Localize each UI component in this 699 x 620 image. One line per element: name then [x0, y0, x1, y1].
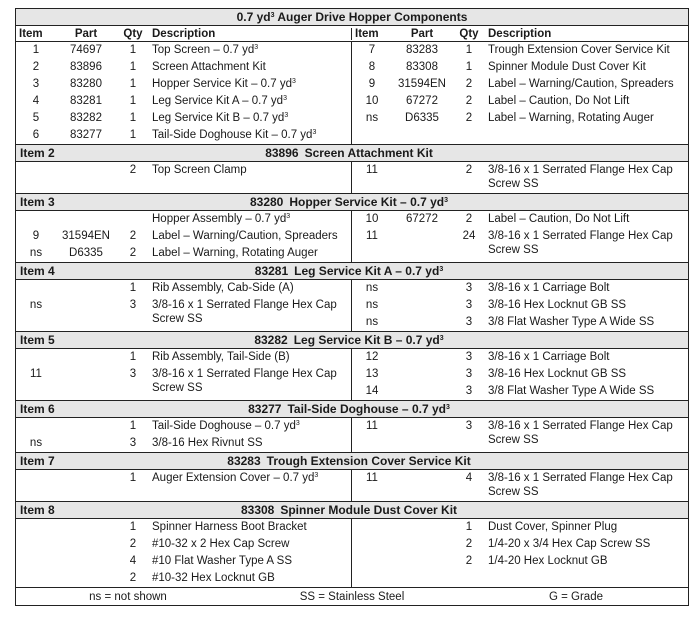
table-row — [16, 519, 351, 536]
cell-description: #10-32 Hex Locknut GB — [152, 572, 275, 584]
section-kit-name: Hopper Service Kit – 0.7 $yd^3$ — [289, 195, 448, 209]
cell-item: ns — [365, 299, 379, 311]
section-part-number: 83280 — [249, 195, 284, 209]
cell-part — [56, 571, 116, 585]
cell-item: 10 — [365, 213, 379, 225]
main-right-column — [352, 42, 688, 144]
cell-part: D6335 — [405, 112, 439, 124]
table-row — [16, 366, 351, 397]
cell-description: Top Screen Clamp — [152, 164, 247, 176]
cell-qty: 3 — [465, 385, 473, 397]
main-components — [16, 42, 688, 145]
cell-part: 83281 — [70, 95, 102, 107]
cell-qty: 2 — [465, 95, 473, 107]
cell-qty: 1 — [465, 61, 473, 73]
cell-part — [56, 436, 116, 450]
cell-part — [392, 163, 452, 191]
legend-ss: SS = Stainless Steel — [299, 590, 405, 603]
cell-part: 83283 — [406, 44, 438, 56]
table-row — [352, 519, 688, 536]
cell-part — [56, 298, 116, 326]
cell-qty: 3 — [129, 299, 137, 311]
cell-description: 3/8-16 x 1 Serrated Flange Hex Cap Screw SS — [488, 230, 673, 256]
cell-part — [392, 471, 452, 499]
cell-item: ns — [365, 282, 379, 294]
section-title — [130, 195, 688, 209]
cell-description: Dust Cover, Spinner Plug — [488, 521, 618, 533]
cell-qty: 2 — [465, 555, 473, 567]
section-title — [130, 333, 688, 347]
section-title — [130, 454, 688, 468]
main-left-column — [16, 42, 352, 144]
cell-item: ns — [365, 112, 379, 124]
section-title — [130, 264, 688, 278]
table-row — [352, 383, 688, 400]
table-row — [352, 162, 688, 193]
cell-item: 11 — [30, 368, 42, 380]
table-row — [16, 418, 351, 435]
table-row — [16, 280, 351, 297]
cell-description: Hopper Assembly – 0.7 $yd^3$ — [152, 213, 291, 225]
table-row — [16, 59, 351, 76]
table-row — [352, 418, 688, 449]
cell-item — [16, 350, 56, 364]
table-row — [16, 228, 351, 245]
cell-qty: 2 — [465, 78, 473, 90]
cell-description: Label – Caution, Do Not Lift — [488, 213, 630, 225]
section-kit-name: Trough Extension Cover Service Kit — [266, 454, 471, 468]
column-header-row — [16, 26, 688, 42]
cell-qty: 1 — [129, 44, 137, 56]
cell-description: 1/4-20 Hex Locknut GB — [488, 555, 608, 567]
cell-qty: 3 — [465, 282, 473, 294]
cell-qty: 1 — [129, 78, 137, 90]
table-row — [352, 280, 688, 297]
section-item-code: Item 6 — [20, 402, 55, 416]
cell-item — [16, 554, 56, 568]
cell-part: 83896 — [70, 61, 102, 73]
cell-part: 31594EN — [62, 230, 110, 242]
cell-item: 8 — [368, 61, 376, 73]
header-description: Description — [152, 27, 216, 40]
cell-part — [392, 554, 452, 568]
cell-item: 11 — [366, 472, 378, 484]
table-row — [352, 42, 688, 59]
section-right-column — [352, 418, 688, 452]
section-item-code: Item 3 — [20, 195, 55, 209]
section-right-column — [352, 519, 688, 587]
header-description: Description — [488, 27, 552, 40]
section-left-column — [16, 162, 352, 193]
cell-part: 83277 — [70, 129, 102, 141]
cell-item — [16, 471, 56, 485]
table-row — [352, 93, 688, 110]
cell-item — [16, 212, 56, 226]
section-title — [130, 146, 688, 160]
cell-item — [352, 537, 392, 551]
cell-qty: 3 — [465, 299, 473, 311]
section-right-column — [352, 349, 688, 400]
cell-item: 10 — [365, 95, 379, 107]
cell-part — [392, 350, 452, 364]
section-part-number: 83308 — [240, 503, 275, 517]
cell-part — [392, 367, 452, 381]
cell-description: Top Screen – 0.7 $yd^3$ — [152, 44, 259, 56]
section-item-code: Item 7 — [20, 454, 55, 468]
cell-item — [352, 520, 392, 534]
cell-part — [56, 281, 116, 295]
header-item: Item — [19, 27, 43, 40]
cell-description: 3/8-16 x 1 Serrated Flange Hex Cap Screw SS — [488, 472, 673, 498]
table-row — [352, 228, 688, 259]
cell-description: Spinner Harness Boot Bracket — [152, 521, 307, 533]
section-part-number: 83277 — [248, 402, 282, 416]
cell-description: Label – Warning/Caution, Spreaders — [152, 230, 338, 242]
cell-item — [16, 281, 56, 295]
section-part-number: 83282 — [254, 333, 288, 347]
cell-qty: 2 — [465, 112, 473, 124]
table-row — [352, 314, 688, 331]
cell-description: 3/8-16 x 1 Carriage Bolt — [488, 282, 610, 294]
section-left-column — [16, 211, 352, 262]
cell-description: 3/8-16 Hex Locknut GB SS — [488, 368, 627, 380]
cell-description: 3/8-16 x 1 Carriage Bolt — [488, 351, 610, 363]
cell-description: Tail-Side Doghouse Kit – 0.7 $yd^3$ — [152, 129, 317, 141]
cell-description: Label – Warning, Rotating Auger — [488, 112, 654, 124]
header-qty: Qty — [459, 27, 479, 40]
table-row — [352, 470, 688, 501]
cell-qty: 3 — [129, 368, 137, 380]
section-body — [16, 470, 688, 502]
section-item-code: Item 5 — [20, 333, 55, 347]
cell-description: 3/8-16 x 1 Serrated Flange Hex Cap Screw SS — [152, 368, 337, 394]
cell-part — [392, 384, 452, 398]
cell-qty: 2 — [129, 538, 137, 550]
table-row — [16, 245, 351, 262]
cell-part: D6335 — [69, 247, 103, 259]
section-right-column — [352, 470, 688, 501]
cell-description: Leg Service Kit A – 0.7 $yd^3$ — [152, 95, 287, 107]
cell-part — [56, 350, 116, 364]
section-kit-name: Spinner Module Dust Cover Kit — [280, 503, 458, 517]
cell-item: 11 — [366, 230, 378, 242]
cell-part — [56, 554, 116, 568]
cell-description: Screen Attachment Kit — [152, 61, 266, 73]
cell-item — [16, 537, 56, 551]
cell-part: 74697 — [70, 44, 102, 56]
cell-qty: 1 — [129, 420, 137, 432]
section-header — [16, 194, 688, 211]
legend-footer — [16, 588, 688, 605]
cell-part — [392, 520, 452, 534]
cell-description: 3/8-16 x 1 Serrated Flange Hex Cap Screw SS — [152, 299, 337, 325]
cell-part — [392, 281, 452, 295]
cell-item — [16, 571, 56, 585]
legend-g: G = Grade — [548, 590, 603, 603]
cell-description: 3/8 Flat Washer Type A Wide SS — [488, 316, 655, 328]
section-header — [16, 502, 688, 519]
table-row — [352, 59, 688, 76]
section-body — [16, 519, 688, 588]
cell-item — [16, 163, 56, 177]
cell-part — [56, 163, 116, 177]
cell-qty: 2 — [465, 164, 473, 176]
cell-item: ns — [29, 299, 43, 311]
section-header — [16, 453, 688, 470]
section-body — [16, 418, 688, 453]
section-body — [16, 349, 688, 401]
cell-part — [392, 315, 452, 329]
section-kit-name: Tail-Side Doghouse – 0.7 $yd^3$ — [287, 402, 450, 416]
cell-qty: 1 — [129, 282, 137, 294]
table-row — [16, 297, 351, 328]
cell-description: 1/4-20 x 3/4 Hex Cap Screw SS — [488, 538, 651, 550]
cell-qty — [116, 212, 150, 226]
cell-qty: 2 — [129, 164, 137, 176]
cell-description: Spinner Module Dust Cover Kit — [488, 61, 646, 73]
cell-part — [56, 520, 116, 534]
header-item: Item — [355, 27, 379, 40]
cell-description: Trough Extension Cover Service Kit — [488, 44, 670, 56]
table-row — [352, 297, 688, 314]
cell-item — [352, 554, 392, 568]
section-item-code: Item 8 — [20, 503, 55, 517]
cell-item: 11 — [366, 420, 378, 432]
cell-item: ns — [29, 247, 43, 259]
cell-description: Label – Caution, Do Not Lift — [488, 95, 630, 107]
section-item-code: Item 2 — [20, 146, 55, 160]
section-part-number: 83896 — [265, 146, 299, 160]
header-part: Part — [74, 27, 98, 40]
cell-qty: 2 — [129, 247, 137, 259]
table-title-text: 0.7 $yd^3$ Auger Drive Hopper Components — [236, 10, 468, 24]
section-part-number: 83281 — [254, 264, 289, 278]
cell-part — [392, 229, 452, 257]
cell-part: 83280 — [70, 78, 102, 90]
cell-description: Hopper Service Kit – 0.7 $yd^3$ — [152, 78, 296, 90]
cell-qty: 3 — [465, 351, 473, 363]
table-row — [16, 553, 351, 570]
section-left-column — [16, 519, 352, 587]
cell-qty: 1 — [129, 472, 137, 484]
cell-part: 67272 — [406, 95, 438, 107]
cell-item: 3 — [32, 78, 40, 90]
cell-part — [392, 419, 452, 447]
section-right-column — [352, 162, 688, 193]
cell-item: ns — [365, 316, 379, 328]
cell-item: 11 — [366, 164, 378, 176]
section-right-column — [352, 211, 688, 262]
table-row — [352, 536, 688, 553]
section-header — [16, 263, 688, 280]
cell-item: ns — [29, 437, 43, 449]
parts-table — [15, 8, 689, 606]
cell-qty: 2 — [465, 213, 473, 225]
legend-ns: ns = not shown — [89, 590, 167, 603]
section-body — [16, 162, 688, 194]
section-item-code: Item 4 — [20, 264, 55, 278]
cell-qty: 1 — [129, 521, 137, 533]
cell-item: 9 — [368, 78, 376, 90]
cell-description: 3/8 Flat Washer Type A Wide SS — [488, 385, 655, 397]
cell-description: Rib Assembly, Cab-Side (A) — [152, 282, 294, 294]
cell-description: Rib Assembly, Tail-Side (B) — [152, 351, 290, 363]
section-kit-name: Screen Attachment Kit — [304, 146, 433, 160]
table-row — [352, 110, 688, 127]
section-left-column — [16, 418, 352, 452]
cell-item — [16, 520, 56, 534]
cell-part: 67272 — [406, 213, 438, 225]
section-part-number: 83283 — [227, 454, 261, 468]
cell-qty: 2 — [129, 572, 137, 584]
cell-description: 3/8-16 Hex Rivnut SS — [152, 437, 263, 449]
section-left-column — [16, 470, 352, 501]
cell-qty: 1 — [129, 351, 137, 363]
cell-qty: 24 — [462, 230, 476, 242]
table-row — [352, 553, 688, 570]
cell-part: 83308 — [406, 61, 438, 73]
table-row — [352, 76, 688, 93]
table-row — [16, 110, 351, 127]
cell-description: 3/8-16 x 1 Serrated Flange Hex Cap Screw SS — [488, 420, 673, 446]
section-kit-name: Leg Service Kit B – 0.7 $yd^3$ — [293, 333, 444, 347]
cell-qty: 1 — [129, 95, 137, 107]
cell-qty: 1 — [129, 61, 137, 73]
cell-item: 1 — [32, 44, 40, 56]
cell-part: 31594EN — [398, 78, 446, 90]
table-row — [352, 366, 688, 383]
cell-qty: 2 — [465, 538, 473, 550]
cell-qty: 3 — [465, 420, 473, 432]
cell-part — [56, 212, 116, 226]
cell-description: Auger Extension Cover – 0.7 $yd^3$ — [152, 472, 319, 484]
section-body — [16, 280, 688, 332]
table-row — [352, 211, 688, 228]
cell-part — [56, 419, 116, 433]
cell-item: 7 — [368, 44, 376, 56]
cell-item — [16, 419, 56, 433]
cell-item: 13 — [365, 368, 379, 380]
table-row — [16, 127, 351, 144]
cell-description: 3/8-16 Hex Locknut GB SS — [488, 299, 627, 311]
section-body — [16, 211, 688, 263]
section-header — [16, 332, 688, 349]
table-row — [16, 470, 351, 487]
cell-qty: 1 — [465, 44, 473, 56]
cell-qty: 3 — [129, 437, 137, 449]
cell-item: 14 — [365, 385, 379, 397]
cell-description: Label – Warning, Rotating Auger — [152, 247, 318, 259]
section-title — [130, 402, 688, 416]
cell-qty: 4 — [129, 555, 137, 567]
cell-item: 2 — [32, 61, 40, 73]
section-right-column — [352, 280, 688, 331]
cell-item: 5 — [32, 112, 40, 124]
header-qty: Qty — [123, 27, 143, 40]
cell-item: 12 — [365, 351, 379, 363]
cell-description: Tail-Side Doghouse – 0.7 $yd^3$ — [152, 420, 300, 432]
table-row — [16, 42, 351, 59]
table-row — [352, 349, 688, 366]
cell-part — [56, 537, 116, 551]
cell-part — [56, 367, 116, 395]
table-row — [16, 349, 351, 366]
table-row — [16, 162, 351, 179]
header-part: Part — [410, 27, 434, 40]
cell-part: 83282 — [70, 112, 102, 124]
cell-description: 3/8-16 x 1 Serrated Flange Hex Cap Screw SS — [488, 164, 673, 190]
cell-qty: 1 — [129, 129, 137, 141]
cell-qty: 2 — [129, 230, 137, 242]
table-row — [16, 435, 351, 452]
cell-qty: 3 — [465, 368, 473, 380]
table-row — [16, 536, 351, 553]
section-kit-name: Leg Service Kit A – 0.7 $yd^3$ — [294, 264, 444, 278]
cell-item: 6 — [32, 129, 40, 141]
cell-qty: 1 — [465, 521, 473, 533]
table-row — [16, 93, 351, 110]
cell-description: #10 Flat Washer Type A SS — [152, 555, 292, 567]
cell-part — [392, 537, 452, 551]
table-row — [16, 570, 351, 587]
table-title — [16, 9, 688, 26]
cell-part — [392, 298, 452, 312]
cell-description: Leg Service Kit B – 0.7 $yd^3$ — [152, 112, 289, 124]
section-left-column — [16, 280, 352, 331]
cell-qty: 1 — [129, 112, 137, 124]
section-title — [130, 503, 688, 517]
cell-description: Label – Warning/Caution, Spreaders — [488, 78, 674, 90]
cell-qty: 3 — [465, 316, 473, 328]
cell-description: #10-32 x 2 Hex Cap Screw — [152, 538, 290, 550]
cell-item: 4 — [32, 95, 40, 107]
cell-item: 9 — [32, 230, 40, 242]
section-header — [16, 401, 688, 418]
cell-part — [56, 471, 116, 485]
cell-qty: 4 — [465, 472, 473, 484]
section-left-column — [16, 349, 352, 400]
table-row — [16, 211, 351, 228]
table-row — [16, 76, 351, 93]
section-header — [16, 145, 688, 162]
